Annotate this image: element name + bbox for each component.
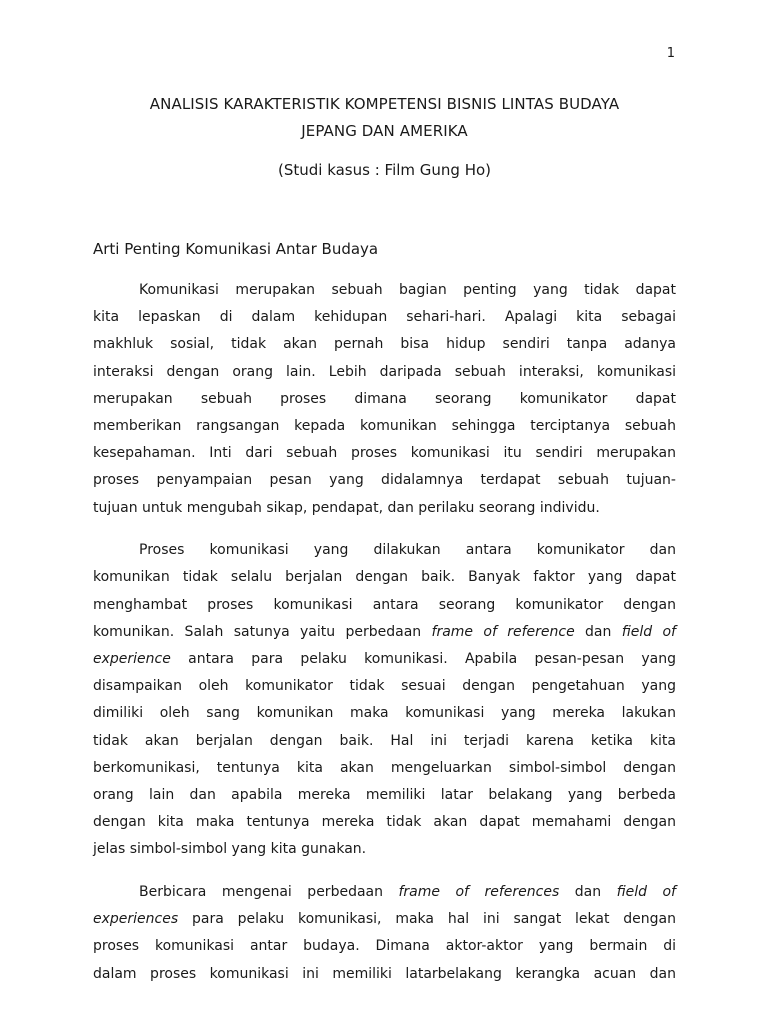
italic-term: field of xyxy=(621,623,676,640)
italic-term: experiences xyxy=(93,911,179,928)
italic-term: frame of reference xyxy=(431,623,575,640)
text-line xyxy=(93,906,676,933)
text-run: dan xyxy=(559,883,617,900)
text-line: Proses komunikasi yang dilakukan antara komunikator dan xyxy=(139,542,676,559)
section-heading: Arti Penting Komunikasi Antar Budaya xyxy=(93,240,379,258)
text-run: antara para pelaku komunikasi. Apabila pesan-pesan yang xyxy=(170,650,676,667)
text-line xyxy=(93,619,676,646)
text-run: Berbicara mengenai perbedaan xyxy=(139,883,399,900)
text-line: interaksi dengan orang lain. Lebih daripada sebuah interaksi, komunikasi xyxy=(93,363,676,380)
text-line: jelas simbol-simbol yang kita gunakan. xyxy=(93,841,367,858)
text-run: para pelaku komunikasi, maka hal ini sangat lekat dengan xyxy=(178,911,676,928)
text-line: Komunikasi merupakan sebuah bagian penting yang tidak dapat xyxy=(139,282,676,298)
text-line xyxy=(93,646,676,673)
italic-term: frame of references xyxy=(398,883,560,900)
text-line: komunikan tidak selalu berjalan dengan baik. Banyak faktor yang dapat xyxy=(93,569,676,586)
paragraph-1 xyxy=(93,277,676,522)
text-line: makhluk sosial, tidak akan pernah bisa hidup sendiri tanpa adanya xyxy=(93,336,676,353)
text-run: komunikan. Salah satunya yaitu perbedaan xyxy=(93,623,432,640)
text-line: orang lain dan apabila mereka memiliki latar belakang yang berbeda xyxy=(93,786,676,803)
text-line: tidak akan berjalan dengan baik. Hal ini terjadi karena ketika kita xyxy=(93,732,676,749)
title-block xyxy=(93,91,676,181)
text-line: dengan kita maka tentunya mereka tidak akan dapat memahami dengan xyxy=(93,814,676,831)
text-line: memberikan rangsangan kepada komunikan sehingga terciptanya sebuah xyxy=(93,417,676,434)
paragraph-2 xyxy=(93,537,676,863)
text-line: dimiliki oleh sang komunikan maka komunikasi yang mereka lakukan xyxy=(93,705,676,722)
text-line: proses komunikasi antar budaya. Dimana aktor-aktor yang bermain di xyxy=(93,938,676,955)
text-line: tujuan untuk mengubah sikap, pendapat, dan perilaku seorang individu. xyxy=(93,499,600,516)
italic-term: experience xyxy=(93,650,171,667)
text-line: merupakan sebuah proses dimana seorang komunikator dapat xyxy=(93,390,676,407)
text-line: dalam proses komunikasi ini memiliki latarbelakang kerangka acuan dan xyxy=(93,965,676,982)
text-line: berkomunikasi, tentunya kita akan mengeluarkan simbol-simbol dengan xyxy=(93,759,676,776)
title-line-1: ANALISIS KARAKTERISTIK KOMPETENSI BISNIS LINTAS BUDAYA xyxy=(149,95,620,113)
text-line xyxy=(93,879,676,906)
text-run: dan xyxy=(574,623,622,640)
text-line: menghambat proses komunikasi antara seorang komunikator dengan xyxy=(93,596,676,613)
page-number: 1 xyxy=(666,46,675,61)
subtitle: (Studi kasus : Film Gung Ho) xyxy=(277,161,492,179)
text-line: disampaikan oleh komunikator tidak sesuai dengan pengetahuan yang xyxy=(93,678,676,695)
italic-term: field of xyxy=(616,883,676,900)
text-line: proses penyampaian pesan yang didalamnya terdapat sebuah tujuan- xyxy=(93,472,676,489)
text-line: kesepahaman. Inti dari sebuah proses komunikasi itu sendiri merupakan xyxy=(93,445,676,462)
title-line-2: JEPANG DAN AMERIKA xyxy=(301,122,468,140)
paragraph-3 xyxy=(93,879,676,988)
body-text xyxy=(93,277,676,988)
text-line: kita lepaskan di dalam kehidupan sehari-hari. Apalagi kita sebagai xyxy=(93,309,676,326)
